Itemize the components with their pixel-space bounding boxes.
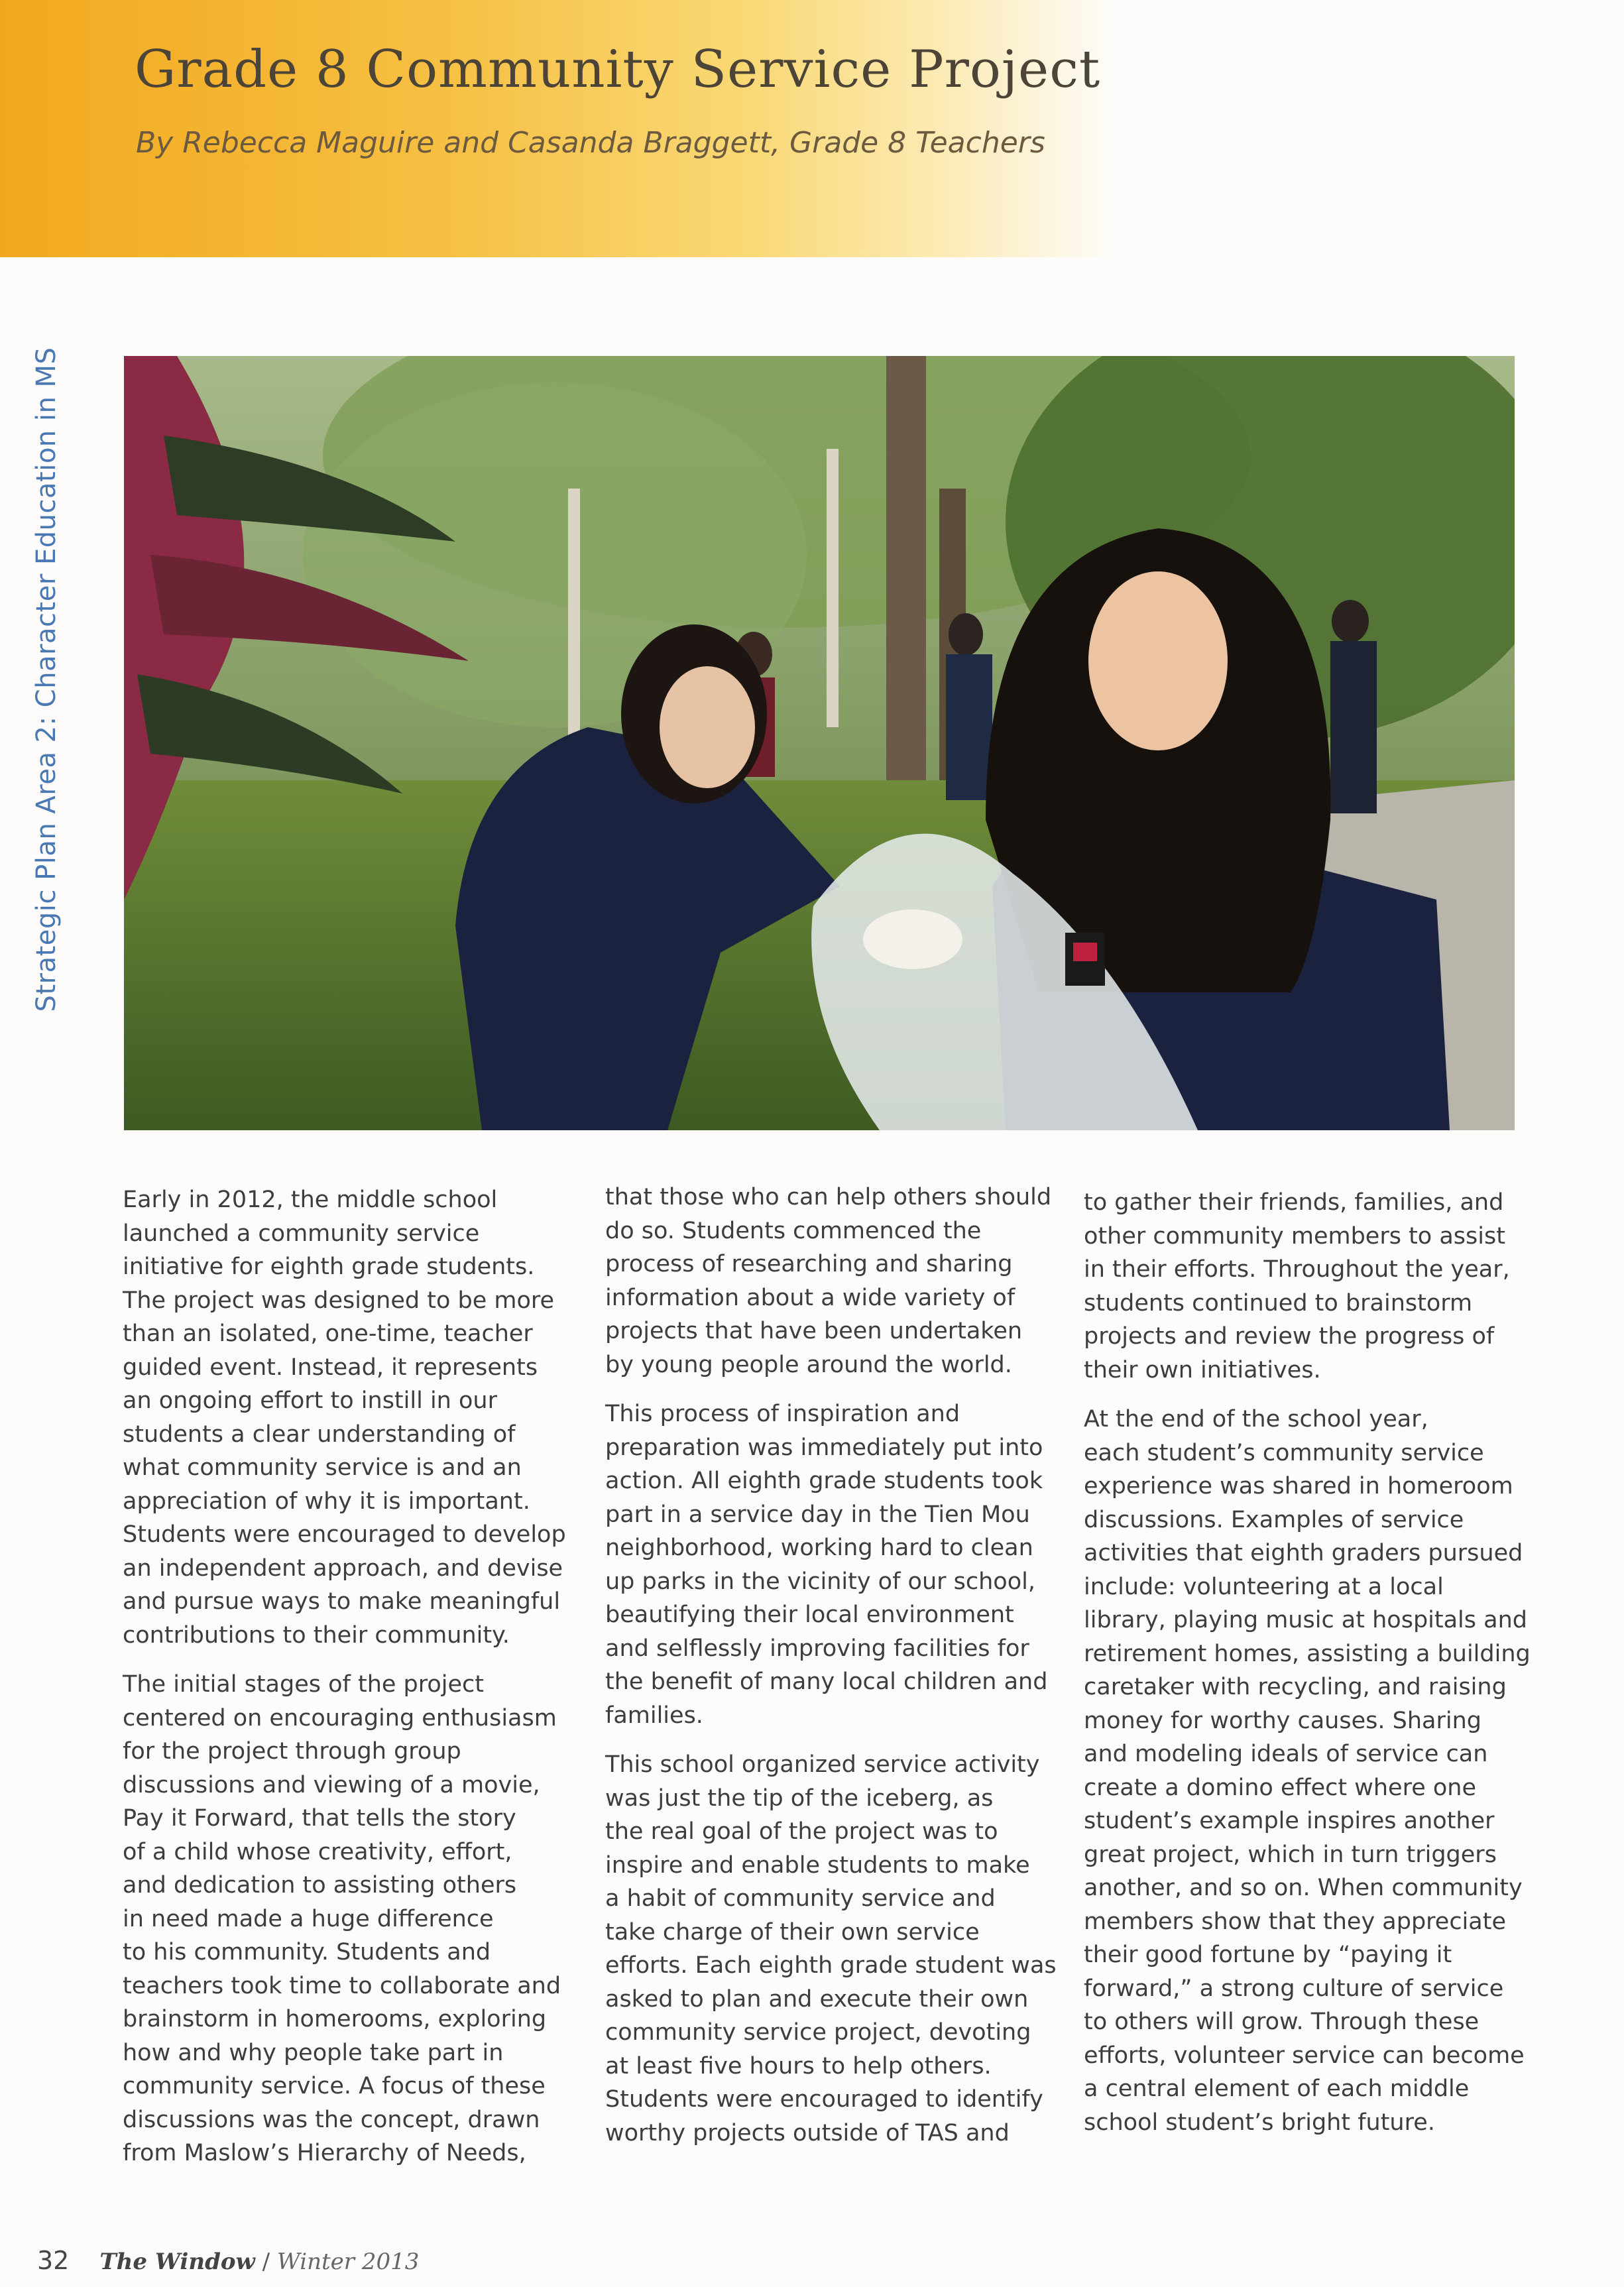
footer-separator: /	[255, 2249, 277, 2275]
article-paragraph: This process of inspiration and preparation was immediately put into action. All eighth grade students took part in a service day in the Tien Mou neighborhood, working hard to clean up parks in the vicinity of our school, beautifying their local environment and selflessly improving facilities for the benefit of many local children and families.	[605, 1401, 1048, 1729]
sidebar-label: Strategic Plan Area 2: Character Education in MS	[31, 347, 62, 1012]
article-column-3	[1084, 1186, 1548, 2155]
article-column-2	[605, 1181, 1069, 2166]
page-number: 32	[37, 2246, 70, 2275]
article-paragraph: that those who can help others should do so. Students commenced the process of researching and sharing information about a wide variety of projects that have been undertaken by young people around the world.	[605, 1184, 1052, 1378]
article-byline: By Rebecca Maguire and Casanda Braggett, Grade 8 Teachers	[136, 126, 1045, 160]
publication-name: The Window	[99, 2249, 255, 2275]
article-paragraph: The initial stages of the project centered on encouraging enthusiasm for the project through group discussions and viewing of a movie, Pay it Forward, that tells the story of a child whose creativity, effort, and dedication to assisting others in need made a huge difference to his community. Students and teachers took time to collaborate and brainstorm in homerooms, exploring how and why people take part in community service. A focus of these discussions was the concept, drawn from Maslow’s Hierarchy of Needs,	[123, 1671, 561, 2166]
article-paragraph: Early in 2012, the middle school launched a community service initiative for eighth grade students. The project was designed to be more than an isolated, one-time, teacher guided event. Instead, it represents an ongoing effort to instill in our students a clear understanding of what community service is and an appreciation of why it is important. Students were encouraged to develop an independent approach, and devise and pursue ways to make meaningful contributions to their community.	[123, 1187, 566, 1649]
article-paragraph: to gather their friends, families, and other community members to assist in their efforts. Throughout the year, students continued to brainstorm projects and review the progress of their own initiatives.	[1084, 1189, 1510, 1383]
article-photo	[124, 356, 1515, 1130]
issue-date: Winter 2013	[276, 2249, 420, 2275]
sidebar	[27, 347, 66, 1012]
article-title: Grade 8 Community Service Project	[135, 40, 1101, 99]
photo-students-cleanup-icon	[124, 356, 1515, 1130]
article-column-1	[123, 1183, 587, 2186]
page-footer	[37, 2246, 419, 2275]
article-paragraph: This school organized service activity was just the tip of the iceberg, as the real goal of the project was to inspire and enable students to make a habit of community service and take charge of their own service efforts. Each eighth grade student was asked to plan and execute their own community service project, devoting at least five hours to help others. Students were encouraged to identify worthy projects outside of TAS and	[605, 1751, 1057, 2146]
article-paragraph: At the end of the school year, each student’s community service experience was shared in homeroom discussions. Examples of service activities that eighth graders pursued include: volunteering at a local library, playing music at hospitals and retirement homes, assisting a building caretaker with recycling, and raising money for worthy causes. Sharing and modeling ideals of service can create a domino effect where one student’s example inspires another great project, which in turn triggers another, and so on. When community members show that they appreciate their good fortune by “paying it forward,” a strong culture of service to others will grow. Through these efforts, volunteer service can become a central element of each middle school student’s bright future.	[1084, 1406, 1531, 2136]
